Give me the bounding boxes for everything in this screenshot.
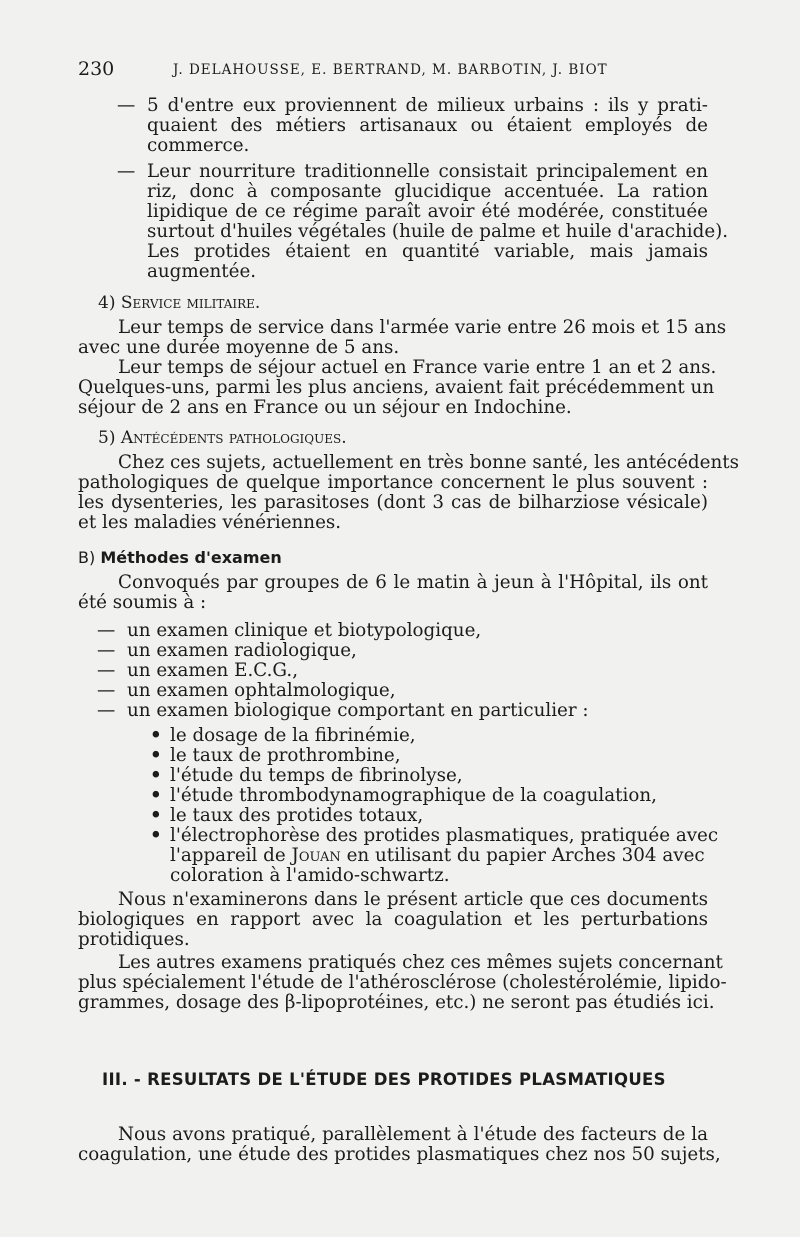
section-5-heading xyxy=(98,428,728,448)
section-3-para xyxy=(78,1124,721,1165)
dash-mark: — xyxy=(117,95,136,116)
text-line: grammes, dosage des β-lipoprotéines, etc.) ne seront pas étudiés ici. xyxy=(78,992,715,1013)
page-number: 230 xyxy=(78,58,115,80)
section-4-para-1 xyxy=(78,317,727,358)
text-line: séjour de 2 ans en France ou un séjour en Indochine. xyxy=(78,397,572,418)
text-line: riz, donc à composante glucidique accentuée. La ration xyxy=(147,181,708,202)
para-nous xyxy=(78,890,708,950)
text-line: coagulation, une étude des protides plasmatiques chez nos 50 sujets, xyxy=(78,1144,721,1165)
text-line: pathologiques de quelque importance concernent le plus souvent : xyxy=(78,472,708,493)
text-line: biologiques en rapport avec la coagulation et les perturbations xyxy=(78,909,708,930)
dash-mark: — xyxy=(117,161,136,182)
text-line: les dysenteries, les parasitoses (dont 3 cas de bilharziose vésicale) xyxy=(78,492,708,513)
text-line: Chez ces sujets, actuellement en très bonne santé, les antécédents xyxy=(118,452,739,473)
intro-item-1 xyxy=(117,96,708,156)
section-title: Antécédents pathologiques. xyxy=(120,428,347,448)
text-line: surtout d'huiles végétales (huile de palme et huile d'arachide). xyxy=(147,221,729,242)
text-line: Nous avons pratiqué, parallèlement à l'étude des facteurs de la xyxy=(118,1124,708,1145)
section-title: Service militaire. xyxy=(120,293,261,313)
text-line: Les protides étaient en quantité variable, mais jamais xyxy=(147,241,708,262)
page-header xyxy=(78,58,718,82)
section-number: 5) xyxy=(98,428,116,448)
running-head: J. DELAHOUSSE, E. BERTRAND, M. BARBOTIN, J. BIOT xyxy=(173,62,608,78)
section-4-heading xyxy=(98,293,728,313)
text-line: quaient des métiers artisanaux ou étaient employés de xyxy=(147,115,708,136)
section-number: 4) xyxy=(98,293,116,313)
text-line: avec une durée moyenne de 5 ans. xyxy=(78,337,400,358)
text-line: été soumis à : xyxy=(78,592,207,613)
section-label: B) xyxy=(78,548,96,567)
section-b-para xyxy=(78,573,708,613)
text-line: Quelques-uns, parmi les plus anciens, avaient fait précédemment un xyxy=(78,377,715,398)
author-name: Jouan xyxy=(291,845,341,866)
text-line: commerce. xyxy=(147,135,250,156)
text-line: Leur nourriture traditionnelle consistait principalement en xyxy=(147,161,708,182)
section-b-heading xyxy=(78,548,708,567)
text-line: 5 d'entre eux proviennent de milieux urbains : ils y prati- xyxy=(147,95,708,116)
para-autres xyxy=(78,952,727,1013)
text-line: Convoqués par groupes de 6 le matin à jeun à l'Hôpital, ils ont xyxy=(118,572,708,593)
section-title: Méthodes d'examen xyxy=(100,548,282,567)
text-line: augmentée. xyxy=(147,261,257,282)
text-line: protidiques. xyxy=(78,929,190,950)
text-line: et les maladies vénériennes. xyxy=(78,512,342,533)
section-5-para xyxy=(78,452,739,533)
page: 230 J. DELAHOUSSE, E. BERTRAND, M. BARBOTIN, J. BIOT — 5 d'entre eux proviennent de milieux urbains : ils y prati- quaient des métiers artisanaux ou étaient employés de commerce. — Leur nourriture traditionnelle consistait principalement en riz, donc à composante glucidique accentuée. La ration lipidique de ce régime paraît avoir été modérée, constituée surtout d'huiles végétales (huile de palme et huile d'arachide). Les protides étaient en quantité variable, mais jamais augmentée. 4) Service militaire. Leur temps de service dans l'armée varie entre 26 mois et 15 ans avec une durée moyenne de 5 ans. Leur temps de séjour actuel en France varie entre 1 an et 2 ans. Quelques-uns, parmi les plus anciens, avaient fait précédemment un séjour de 2 ans en France ou un séjour en Indochine. 5) Antécédents pathologiques. Chez ces sujets, actuellement en très bonne santé, les antécédents pathologiques de quelque importance concernent le plus souvent : les dysenteries, les parasitoses (dont 3 cas de bilharziose vésicale) et les maladies vénériennes. B) Méthodes d'examen Convoqués par groupes de 6 le matin à jeun à l'Hôpital, ils ont été soumis à : — un examen clinique et biotypologique, — un examen radiologique, — un examen E.C.G., — un examen ophtalmologique, — un examen biologique comportant en particulier : • le dosage de la fibrinémie, • le taux de prothrombine, • l'étude du temps de fibrinolyse, • l'étude thrombodynamographique de la coagulation, • le taux des protides totaux, • l'électrophorèse des protides plasmatiques, pratiquée avec l'appareil de Jouan en utilisant du papier Arches 304 avec coloration à l'amido-schwartz. Nous n'examinerons dans le présent article que ces documents biologiques en rapport avec la coagulation et les perturbations protidiques. Les autres examens pratiqués chez ces mêmes sujets concernant plus spécialement l'étude de l'athérosclérose (cholestérolémie, lipido- grammes, dosage des β-lipoprotéines, etc.) ne seront pas étudiés ici. III. - RESULTATS DE L'ÉTUDE DES PROTIDES PLASMATIQUES Nous avons pratiqué, parallèlement à l'étude des facteurs de la coagulation, une étude des protides plasmatiques chez nos 50 sujets, xyxy=(78,58,739,1165)
text-line: Leur temps de séjour actuel en France varie entre 1 an et 2 ans. xyxy=(118,357,717,378)
text-line: lipidique de ce régime paraît avoir été modérée, constituée xyxy=(147,201,708,222)
text-line: Nous n'examinerons dans le présent article que ces documents xyxy=(118,889,708,910)
section-4-para-2 xyxy=(78,357,717,418)
text-line: Les autres examens pratiqués chez ces mêmes sujets concernant xyxy=(118,952,723,973)
intro-item-2 xyxy=(117,161,729,282)
section-3-heading: III. - RESULTATS DE L'ÉTUDE DES PROTIDES PLASMATIQUES xyxy=(102,1070,666,1089)
text-line: Leur temps de service dans l'armée varie entre 26 mois et 15 ans xyxy=(118,317,727,338)
text-line: plus spécialement l'étude de l'athérosclérose (cholestérolémie, lipido- xyxy=(78,972,727,993)
